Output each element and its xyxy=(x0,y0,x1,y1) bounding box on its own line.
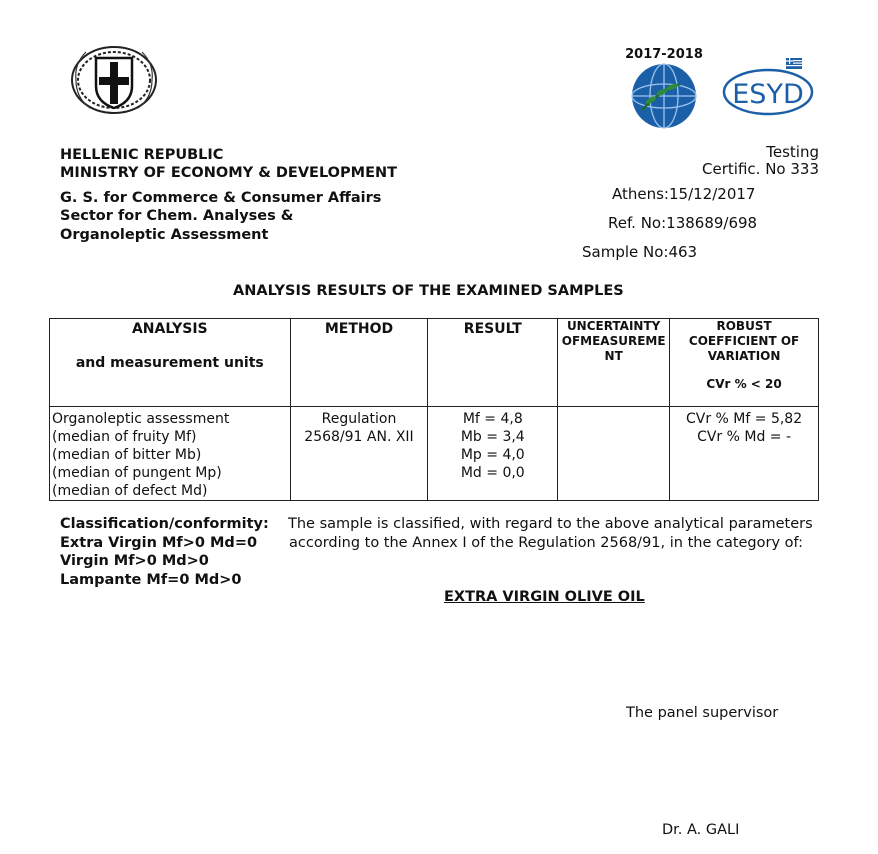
method-line: Regulation xyxy=(321,411,397,427)
robust-line: CVr % Md = - xyxy=(697,429,792,445)
method-header xyxy=(290,319,428,407)
robust-header xyxy=(670,319,819,407)
cvr-limit: CVr % < 20 xyxy=(706,377,782,391)
result-header xyxy=(428,319,558,407)
robust-cell xyxy=(670,407,819,501)
analysis-line: (median of fruity Mf) xyxy=(52,429,197,445)
header-ministry: MINISTRY OF ECONOMY & DEVELOPMENT xyxy=(60,165,397,181)
header-sector: Sector for Chem. Analyses & xyxy=(60,208,294,224)
uncertainty-header-line: OFMEASUREME xyxy=(561,334,666,348)
ref-value: 138689/698 xyxy=(666,214,758,232)
athens-date xyxy=(612,185,755,203)
method-line: 2568/91 AN. XII xyxy=(304,429,414,445)
analysis-line: (median of bitter Mb) xyxy=(52,447,202,463)
testing-label: Testing xyxy=(766,143,819,161)
reference-number xyxy=(608,214,757,232)
result-header-label: RESULT xyxy=(463,321,522,337)
uncertainty-cell xyxy=(558,407,670,501)
robust-header-line: VARIATION xyxy=(707,349,781,363)
classification-block xyxy=(60,515,269,589)
classification-text-line: according to the Annex I of the Regulation 2568/91, in the category of: xyxy=(289,535,804,551)
result-line: Mp = 4,0 xyxy=(460,447,525,463)
result-line: Mf = 4,8 xyxy=(462,411,523,427)
classification-label: Classification/conformity: xyxy=(60,516,269,532)
analysis-header-sub: and measurement units xyxy=(75,355,264,371)
method-header-label: METHOD xyxy=(324,321,394,337)
signatory-name: Dr. A. GALI xyxy=(662,822,740,838)
athens-label: Athens: xyxy=(612,185,669,203)
sample-number xyxy=(582,243,697,261)
sample-label: Sample No: xyxy=(582,243,669,261)
results-table xyxy=(49,318,819,501)
result-cell xyxy=(428,407,558,501)
header-gs: G. S. for Commerce & Consumer Affairs xyxy=(60,190,382,206)
classification-text-line: The sample is classified, with regard to the above analytical parameters xyxy=(288,516,813,532)
table-row xyxy=(50,407,819,501)
analysis-cell xyxy=(50,407,291,501)
category-virgin: Virgin Mf>0 Md>0 xyxy=(60,553,209,569)
robust-line: CVr % Mf = 5,82 xyxy=(686,411,803,427)
header-republic: HELLENIC REPUBLIC xyxy=(60,147,224,163)
table-header-row xyxy=(50,319,819,407)
uncertainty-header-line: NT xyxy=(604,349,623,363)
category-extra-virgin: Extra Virgin Mf>0 Md=0 xyxy=(60,534,258,551)
esyd-logo-text: ESYD xyxy=(732,79,804,110)
panel-supervisor-label: The panel supervisor xyxy=(626,705,779,721)
robust-header-line: COEFFICIENT OF xyxy=(688,334,800,348)
analysis-header-title: ANALYSIS xyxy=(131,321,208,337)
esyd-logo xyxy=(720,56,820,120)
accreditation-years: 2017-2018 xyxy=(625,47,703,62)
analysis-header xyxy=(50,319,291,407)
category-lampante: Lampante Mf=0 Md>0 xyxy=(60,571,242,588)
result-line: Mb = 3,4 xyxy=(460,429,525,445)
page-title: ANALYSIS RESULTS OF THE EXAMINED SAMPLES xyxy=(233,283,624,299)
result-line: Md = 0,0 xyxy=(460,465,525,481)
header-assessment: Organoleptic Assessment xyxy=(60,227,269,243)
classification-result: EXTRA VIRGIN OLIVE OIL xyxy=(444,589,645,605)
uncertainty-header-line: UNCERTAINTY xyxy=(566,319,661,333)
ref-label: Ref. No: xyxy=(608,214,667,232)
certificate-number: Certific. No 333 xyxy=(702,160,819,178)
analysis-line: Organoleptic assessment xyxy=(52,411,230,427)
analysis-line: (median of pungent Mp) xyxy=(52,465,222,481)
athens-value: 15/12/2017 xyxy=(669,185,756,203)
robust-header-line: ROBUST xyxy=(716,319,772,333)
analysis-line: (median of defect Md) xyxy=(52,483,208,499)
method-cell xyxy=(290,407,428,501)
accreditation-globe-logo xyxy=(618,44,712,132)
classification-text xyxy=(288,515,813,553)
uncertainty-header xyxy=(558,319,670,407)
sample-value: 463 xyxy=(668,243,698,261)
hellenic-republic-emblem xyxy=(68,44,160,116)
